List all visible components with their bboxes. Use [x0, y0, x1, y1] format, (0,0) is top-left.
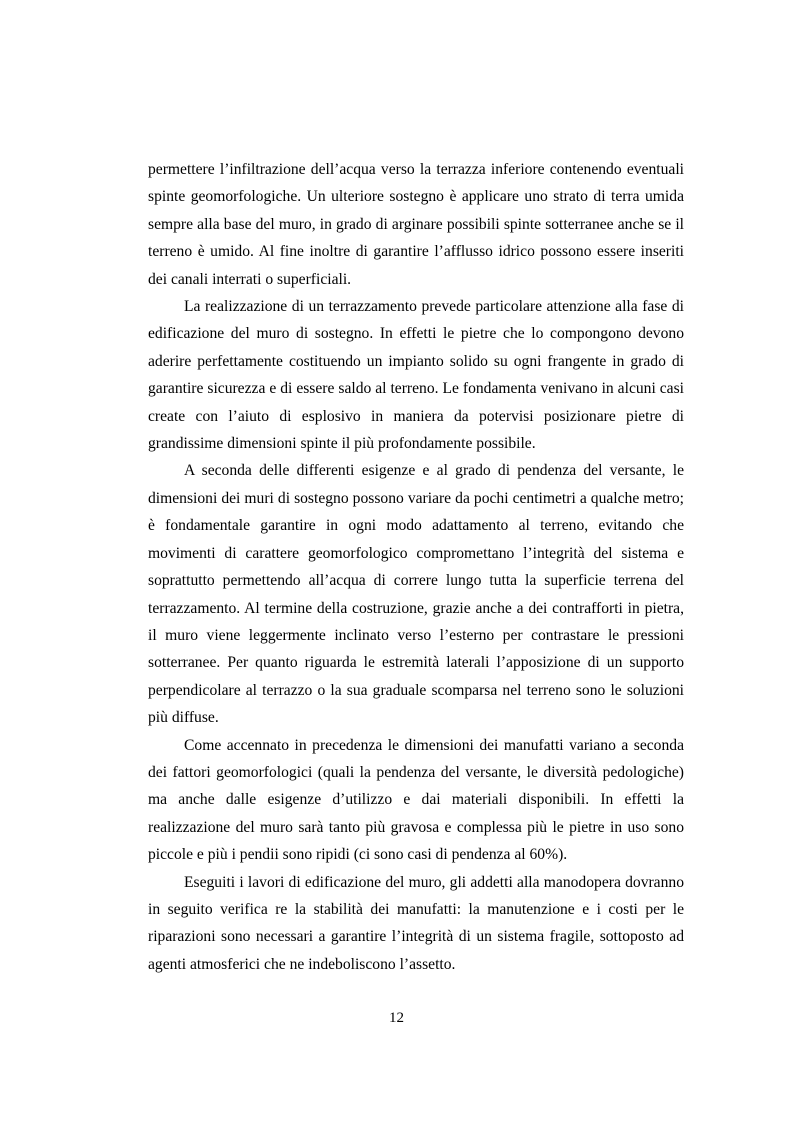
- body-text: [148, 156, 684, 978]
- paragraph-2: [148, 293, 684, 457]
- text-line: aderire perfettamente costituendo un impianto solido su ogni frangente in grado di: [148, 352, 684, 370]
- text-line: ma anche dalle esigenze d’utilizzo e dai materiali disponibili. In effetti la: [148, 791, 684, 809]
- text-line: realizzazione del muro sarà tanto più gravosa e complessa più le pietre in uso sono: [148, 818, 684, 836]
- paragraph-1: [148, 156, 684, 293]
- text-line: garantire sicurezza e di essere saldo al terreno. Le fondamenta venivano in alcuni casi: [148, 380, 684, 398]
- text-line: permettere l’infiltrazione dell’acqua verso la terrazza inferiore contenendo eventuali: [148, 161, 684, 178]
- text-line: movimenti di carattere geomorfologico compromettano l’integrità del sistema e: [148, 544, 684, 562]
- text-line: soprattutto permettendo all’acqua di correre lungo tutta la superficie terrena del: [148, 572, 684, 590]
- text-line: terrazzamento. Al termine della costruzione, grazie anche a dei contrafforti in pietra,: [148, 599, 684, 617]
- paragraph-4: [148, 732, 684, 869]
- text-line: in seguito verifica re la stabilità dei manufatti: la manutenzione e i costi per le: [148, 900, 684, 918]
- text-line: La realizzazione di un terrazzamento prevede particolare attenzione alla fase di: [184, 298, 684, 316]
- text-line: Come accennato in precedenza le dimensioni dei manufatti variano a seconda: [184, 736, 684, 754]
- page-number: 12: [389, 1010, 404, 1026]
- text-line: spinte geomorfologiche. Un ulteriore sostegno è applicare uno strato di terra umida: [148, 188, 684, 206]
- text-line: dimensioni dei muri di sostegno possono variare da pochi centimetri a qualche metro;: [148, 489, 684, 507]
- text-line: grandissime dimensioni spinte il più profondamente possibile.: [148, 435, 536, 453]
- text-line: piccole e più i pendii sono ripidi (ci sono casi di pendenza al 60%).: [148, 846, 568, 864]
- text-line: più diffuse.: [148, 709, 219, 727]
- text-line: perpendicolare al terrazzo o la sua graduale scomparsa nel terreno sono le soluzioni: [148, 681, 684, 699]
- text-line: Eseguiti i lavori di edificazione del muro, gli addetti alla manodopera dovranno: [184, 873, 684, 891]
- text-line: è fondamentale garantire in ogni modo adattamento al terreno, evitando che: [148, 517, 684, 535]
- text-line: A seconda delle differenti esigenze e al grado di pendenza del versante, le: [184, 462, 684, 480]
- text-line: dei canali interrati o superficiali.: [148, 270, 352, 288]
- text-line: riparazioni sono necessari a garantire l’integrità di un sistema fragile, sottoposto ad: [148, 928, 684, 946]
- text-line: il muro viene leggermente inclinato verso l’esterno per contrastare le pressioni: [148, 626, 684, 644]
- text-line: sotterranee. Per quanto riguarda le estremità laterali l’apposizione di un supporto: [148, 654, 684, 672]
- paragraph-3: [148, 457, 684, 731]
- text-line: dei fattori geomorfologici (quali la pendenza del versante, le diversità pedologiche): [148, 763, 684, 781]
- text-line: create con l’aiuto di esplosivo in maniera da potervisi posizionare pietre di: [148, 407, 684, 425]
- text-line: sempre alla base del muro, in grado di arginare possibili spinte sotterranee anche se il: [148, 215, 684, 233]
- paragraph-5: [148, 869, 684, 979]
- text-line: edificazione del muro di sostegno. In effetti le pietre che lo compongono devono: [148, 325, 684, 343]
- text-line: terreno è umido. Al fine inoltre di garantire l’afflusso idrico possono essere inseriti: [148, 243, 684, 261]
- text-line: agenti atmosferici che ne indeboliscono l’assetto.: [148, 955, 456, 973]
